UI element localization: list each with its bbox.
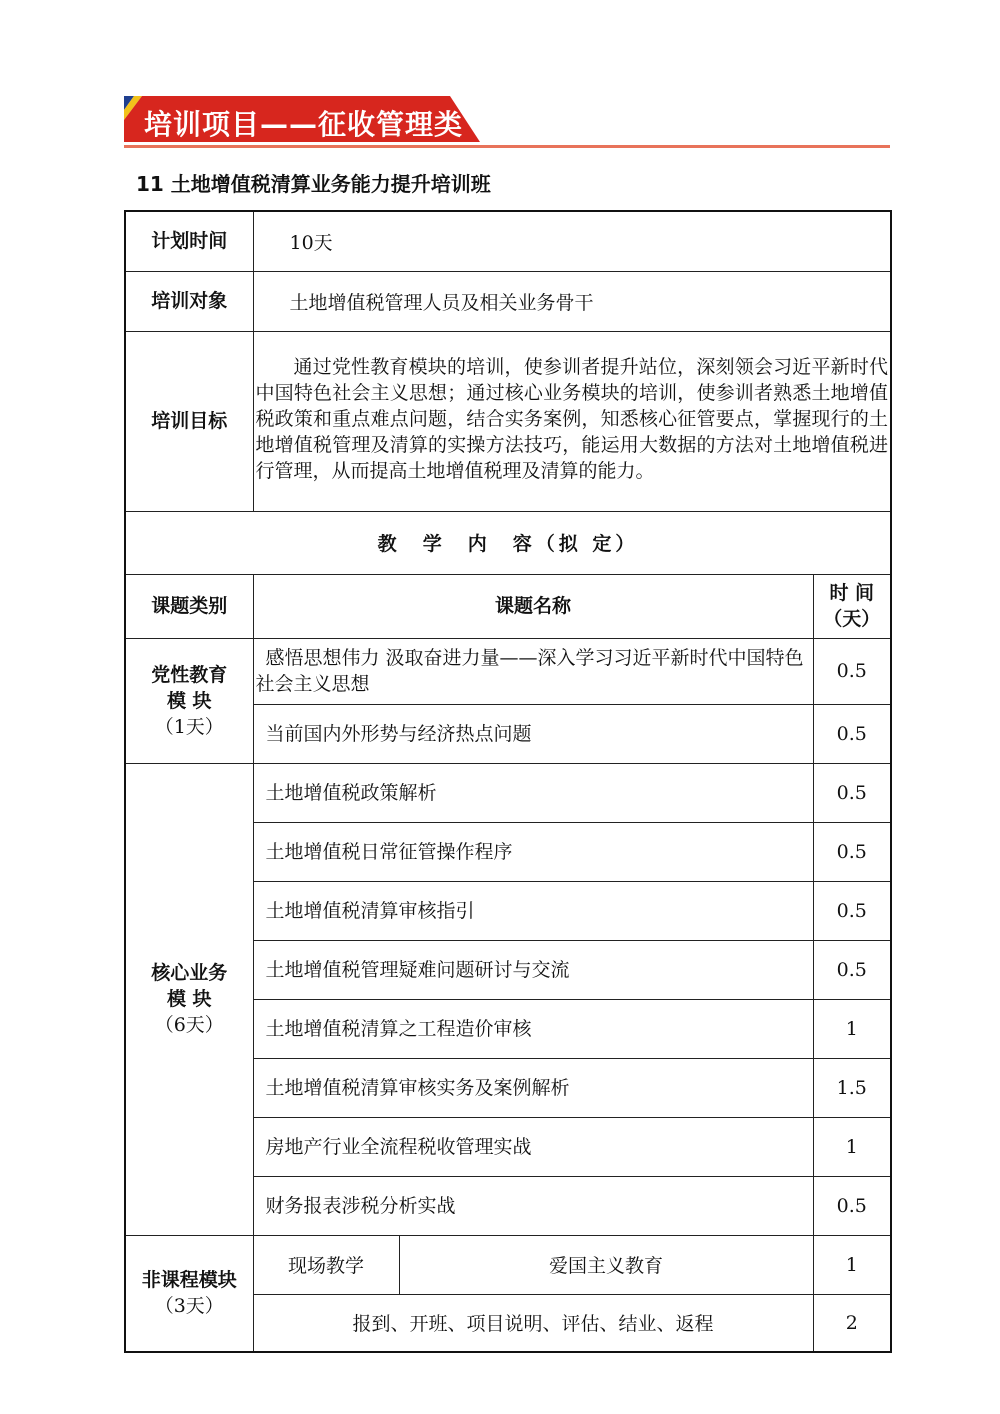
goal-text: 通过党性教育模块的培训，使参训者提升站位，深刻领会习近平新时代中国特色社会主义思想；通过核心业务模块的培训，使参训者熟悉土地增值税政策和重点难点问题，结合实务案例，知悉核心征管要点，掌握现行的土地增值税管理及清算的实操方法技巧，能运用大数据的方法对土地增值税进行管理，从而提高土地增值税理及清算的能力。 bbox=[253, 331, 891, 511]
topic-name: 土地增值税清算之工程造价审核 bbox=[253, 999, 813, 1058]
section-char-3: 内 bbox=[467, 533, 491, 555]
module-non-course bbox=[125, 1235, 253, 1352]
module-party-education bbox=[125, 638, 253, 763]
header-time bbox=[813, 574, 891, 638]
section-row bbox=[125, 511, 891, 574]
plan-time-value: 10天 bbox=[253, 211, 891, 271]
topic-name bbox=[253, 638, 813, 704]
header-category: 课题类别 bbox=[125, 574, 253, 638]
header-time-line1: 时 间 bbox=[829, 582, 875, 604]
plan-time-row bbox=[125, 211, 891, 271]
module-name-line1: 非课程模块 bbox=[141, 1269, 237, 1292]
section-banner bbox=[124, 96, 890, 150]
section-char-2: 学 bbox=[422, 533, 446, 555]
section-char-4: 容（拟 定） bbox=[512, 533, 639, 555]
topic-name: 当前国内外形势与经济热点问题 bbox=[253, 704, 813, 763]
topic-time: 2 bbox=[813, 1294, 891, 1352]
module-name-line1: 核心业务 bbox=[151, 962, 228, 984]
target-value: 土地增值税管理人员及相关业务骨干 bbox=[253, 271, 891, 331]
topic-name: 土地增值税清算审核实务及案例解析 bbox=[253, 1058, 813, 1117]
header-name: 课题名称 bbox=[253, 574, 813, 638]
module-days: （6天） bbox=[154, 1014, 224, 1036]
banner-underline bbox=[124, 145, 890, 148]
section-char-1: 教 bbox=[377, 533, 401, 555]
banner-title: 培训项目——征收管理类 bbox=[144, 108, 464, 141]
module-days: （3天） bbox=[154, 1295, 224, 1318]
topic-name: 土地增值税管理疑难问题研讨与交流 bbox=[253, 940, 813, 999]
topic-time: 0.5 bbox=[813, 1176, 891, 1235]
goal-label: 培训目标 bbox=[125, 331, 253, 511]
topic-time: 0.5 bbox=[813, 763, 891, 822]
course-title: 11 土地增值税清算业务能力提升培训班 bbox=[136, 172, 491, 196]
plan-time-label: 计划时间 bbox=[125, 211, 253, 271]
topic-time: 1 bbox=[813, 999, 891, 1058]
header-row bbox=[125, 574, 891, 638]
section-title bbox=[125, 511, 891, 574]
topic-name: 土地增值税日常征管操作程序 bbox=[253, 822, 813, 881]
topic-time: 1 bbox=[813, 1235, 891, 1294]
target-row bbox=[125, 271, 891, 331]
topic-time: 0.5 bbox=[813, 822, 891, 881]
topic-name: 报到、开班、项目说明、评估、结业、返程 bbox=[253, 1294, 813, 1352]
table-row bbox=[125, 763, 891, 822]
module-name-line1: 党性教育 bbox=[151, 663, 228, 686]
topic-time: 0.5 bbox=[813, 940, 891, 999]
topic-time: 0.5 bbox=[813, 881, 891, 940]
topic-text: 感悟思想伟力 汲取奋进力量——深入学习习近平新时代中国特色社会主义思想 bbox=[255, 647, 804, 695]
module-name-line2: 模 块 bbox=[166, 689, 212, 712]
topic-time: 1.5 bbox=[813, 1058, 891, 1117]
topic-name: 土地增值税清算审核指引 bbox=[253, 881, 813, 940]
course-table bbox=[124, 210, 892, 1353]
topic-name: 房地产行业全流程税收管理实战 bbox=[253, 1117, 813, 1176]
topic-type: 现场教学 bbox=[253, 1235, 399, 1294]
topic-time: 1 bbox=[813, 1117, 891, 1176]
topic-name: 土地增值税政策解析 bbox=[253, 763, 813, 822]
topic-name: 爱国主义教育 bbox=[399, 1235, 813, 1294]
topic-time: 0.5 bbox=[813, 704, 891, 763]
table-row bbox=[125, 1235, 891, 1294]
header-time-line2: （天） bbox=[823, 608, 881, 630]
module-core-business bbox=[125, 763, 253, 1235]
table-row bbox=[125, 638, 891, 704]
module-name-line2: 模 块 bbox=[166, 988, 212, 1010]
target-label: 培训对象 bbox=[125, 271, 253, 331]
topic-time: 0.5 bbox=[813, 638, 891, 704]
module-days: （1天） bbox=[154, 715, 224, 738]
topic-name: 财务报表涉税分析实战 bbox=[253, 1176, 813, 1235]
goal-row bbox=[125, 331, 891, 511]
